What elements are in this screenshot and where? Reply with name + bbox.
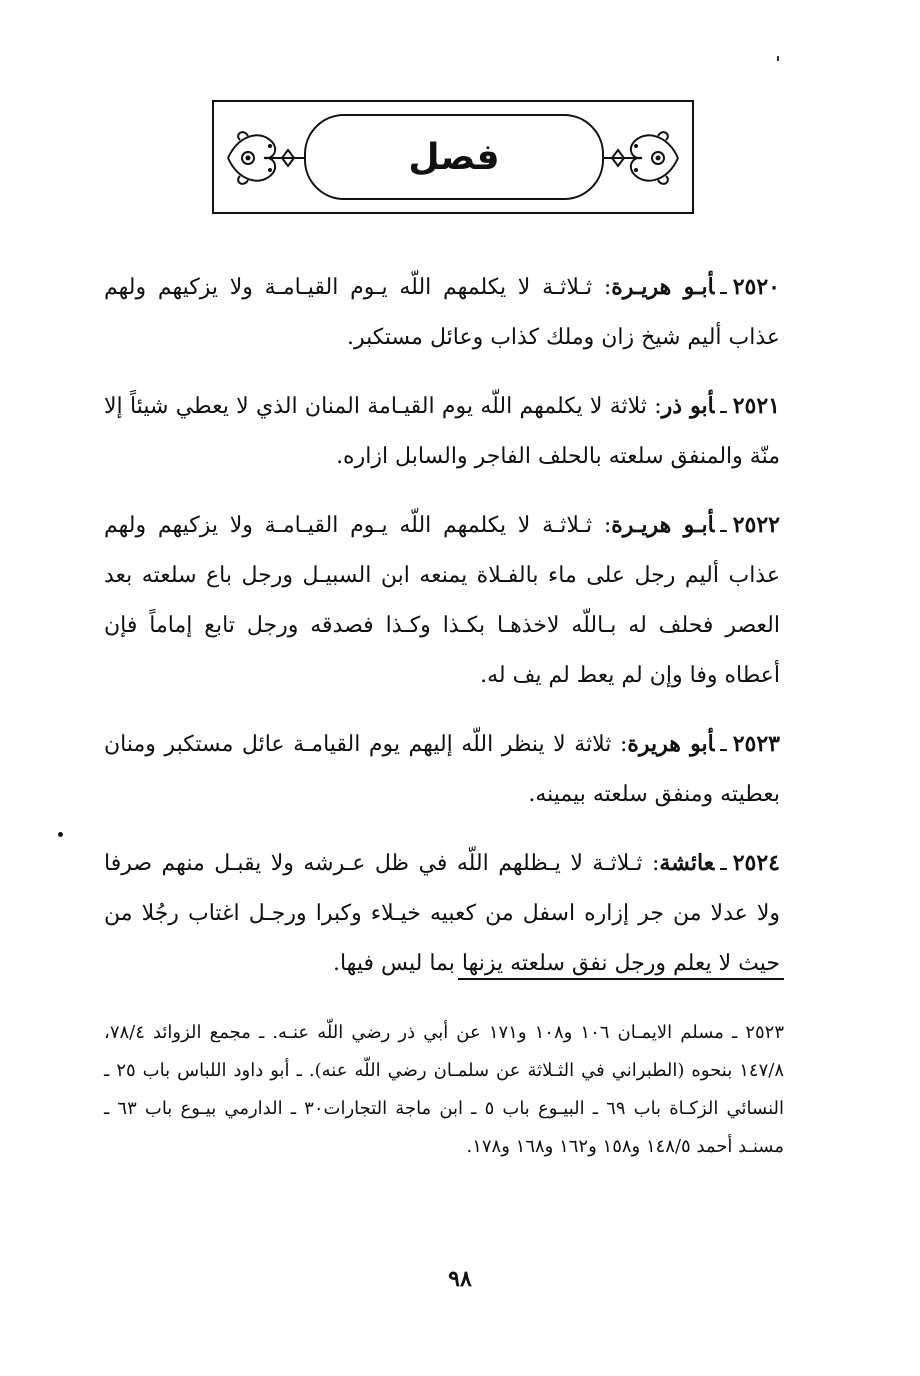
hadith-list (104, 262, 780, 1007)
hadith-text: ثـلاثـة لا يـظلهم اللّه في ظل عـرشه ولا يقبـل منهم صرفا ولا عدلا من جر إزاره اسفل من كعبيه خيـلاء وكبرا ورجـل اغتاب رجُلا من حيث لا يعلم ورجل نفق سلعته يزنها بما ليس فيها. (104, 851, 780, 976)
hadith-entry: ٢٥٢٣ـأبو هريرة: ثلاثة لا ينظر اللّه إليهم يوم القيامـة عائل مستكبر ومنان بعطيته ومنفق سلعته بيمينه. (104, 731, 780, 807)
footnote-text: ٢٥٢٣ ـ مسلم الايمـان ١٠٦ و١٠٨ و١٧١ عن أبي ذر رضي اللّه عنـه. ـ مجمع الزوائد ٧٨/٤، ١٤٧/٨ بنحوه (الطبراني في الثـلاثة عن سلمـان رضي اللّه عنه). ـ أبو داود اللباس باب ٢٥ ـ النسائي الزكـاة باب ٦٩ ـ البيـوع باب ٥ ـ ابن ماجة التجارات٣٠ ـ الدارمي بيـوع باب ٦٣ ـ مسنـد أحمد ١٤٨/٥ و١٥٨ و١٦٢ و١٦٨ و١٧٨. (104, 1022, 784, 1157)
chapter-title-frame (304, 114, 604, 200)
hadith-narrator: عائشة (659, 850, 715, 876)
footnote-divider (458, 978, 784, 980)
chapter-title: فصل (408, 136, 500, 178)
arabesque-ornament-icon (596, 116, 688, 200)
hadith-number: ٢٥٢٣ (732, 731, 780, 757)
chapter-header (212, 100, 694, 214)
hadith-entry: ٢٥٢١ـأبو ذر: ثلاثة لا يكلمهم اللّه يوم القيـامة المنان الذي لا يعطي شيئاً إلا منّة والمنفق سلعته بالحلف الفاجر والسابل ازاره. (104, 393, 780, 469)
hadith-separator: ـ (720, 732, 727, 757)
hadith-text: ثـلاثـة لا يكلمهم اللّه يـوم القيـامـة ولا يزكيهم ولهم عذاب أليم شيخ زان وملك كذاب وعائل مستكبر. (104, 275, 780, 350)
hadith-number: ٢٥٢٠ (732, 274, 780, 300)
margin-dot (58, 832, 63, 837)
page-number: ٩٨ (448, 1266, 472, 1292)
hadith-separator: ـ (720, 394, 727, 419)
hadith-number: ٢٥٢٢ (732, 512, 780, 538)
hadith-entry: ٢٥٢٢ـأبـو هريـرة: ثـلاثـة لا يكلمهم اللّه يـوم القيـامـة ولا يزكيهم ولهم عذاب أليم رجل على ماء بالفـلاة يمنعه ابن السبيـل ورجل باع سلعته بعد العصر فحلف له بـاللّه لاخذهـا بكـذا وكـذا فصدقه ورجل تابع إماماً فإن أعطاه وفا وإن لم يعط لم يف له. (104, 512, 780, 688)
hadith-text: ثلاثة لا ينظر اللّه إليهم يوم القيامـة عائل مستكبر ومنان بعطيته ومنفق سلعته بيمينه. (104, 732, 780, 807)
hadith-entry: ٢٥٢٠ـأبـو هريـرة: ثـلاثـة لا يكلمهم اللّه يـوم القيـامـة ولا يزكيهم ولهم عذاب أليم شيخ زان وملك كذاب وعائل مستكبر. (104, 274, 780, 350)
print-mark (777, 56, 779, 61)
hadith-narrator: أبـو هريـرة (611, 274, 715, 300)
hadith-separator: ـ (720, 513, 727, 538)
hadith-separator: ـ (720, 275, 727, 300)
arabesque-ornament-icon (218, 116, 310, 200)
hadith-narrator: أبـو هريـرة (611, 512, 715, 538)
hadith-number: ٢٥٢٤ (732, 850, 780, 876)
hadith-entry: ٢٥٢٤ـعائشة: ثـلاثـة لا يـظلهم اللّه في ظل عـرشه ولا يقبـل منهم صرفا ولا عدلا من جر إزاره اسفل من كعبيه خيـلاء وكبرا ورجـل اغتاب رجُلا من حيث لا يعلم ورجل نفق سلعته يزنها بما ليس فيها. (104, 850, 780, 976)
hadith-narrator: أبو هريرة (627, 731, 715, 757)
hadith-text: ثلاثة لا يكلمهم اللّه يوم القيـامة المنان الذي لا يعطي شيئاً إلا منّة والمنفق سلعته بالحلف الفاجر والسابل ازاره. (104, 394, 780, 469)
hadith-number: ٢٥٢١ (732, 393, 780, 419)
hadith-text: ثـلاثـة لا يكلمهم اللّه يـوم القيـامـة ولا يزكيهم ولهم عذاب أليم رجل على ماء بالفـلاة يمنعه ابن السبيـل ورجل باع سلعته بعد العصر فحلف له بـاللّه لاخذهـا بكـذا وكـذا فصدقه ورجل تابع إماماً فإن أعطاه وفا وإن لم يعط لم يف له. (104, 513, 780, 688)
hadith-narrator: أبو ذر (661, 393, 715, 419)
hadith-separator: ـ (720, 851, 727, 876)
